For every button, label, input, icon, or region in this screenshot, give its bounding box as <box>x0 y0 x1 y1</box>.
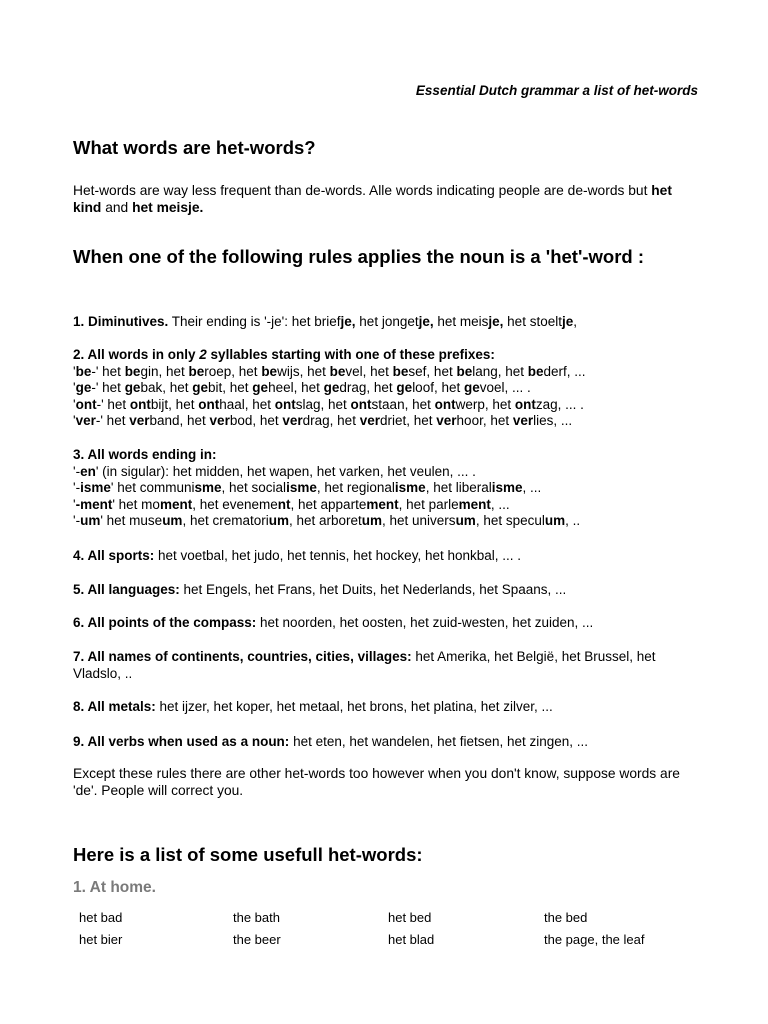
rule-2-line: 'be-' het begin, het beroep, het bewijs, het bevel, het besef, het belang, het bederf, ... <box>73 363 586 379</box>
heading-rules: When one of the following rules applies the noun is a 'het'-word : <box>73 246 644 267</box>
rule-8 <box>73 699 698 716</box>
rule-4-text: het voetbal, het judo, het tennis, het hockey, het honkbal, ... . <box>154 548 522 563</box>
rule-1-item: het jonget <box>355 314 419 329</box>
table-cell: the bed <box>544 909 588 925</box>
table-row <box>73 928 694 950</box>
rule-1-item-bold: je <box>561 314 574 329</box>
intro-paragraph <box>73 182 698 216</box>
table-cell: the bath <box>233 909 280 925</box>
rule-8-label: 8. All metals: <box>73 699 156 714</box>
table-cell: het bad <box>79 909 123 925</box>
rule-1-label: 1. Diminutives. <box>73 314 169 329</box>
intro-bold-kind: het kind <box>73 183 672 215</box>
running-title: Essential Dutch grammar a list of het-words <box>415 83 698 98</box>
rule-2-heading-b: syllables starting with one of these prefixes: <box>206 347 495 362</box>
rule-1-item: het stoelt <box>503 314 562 329</box>
rule-2-line: 'ont-' het ontbijt, het onthaal, het ontslag, het ontstaan, het ontwerp, het ontzag, ... . <box>73 396 584 412</box>
rule-8-text: het ijzer, het koper, het metaal, het brons, het platina, het zilver, ... <box>155 699 553 714</box>
rule-5-text: het Engels, het Frans, het Duits, het Nederlands, het Spaans, ... <box>179 582 567 597</box>
rule-1-item-bold: je, <box>418 314 434 329</box>
rule-2 <box>73 347 698 430</box>
rule-2-heading <box>73 347 698 364</box>
rule-9 <box>73 734 698 751</box>
rule-3-heading <box>73 447 698 464</box>
intro-text: Het-words are way less frequent than de-words. Alle words indicating people are de-words but <box>73 183 652 198</box>
rule-5 <box>73 582 698 599</box>
het-words-table <box>73 906 694 950</box>
table-cell: the page, the leaf <box>544 931 645 947</box>
except-paragraph: Except these rules there are other het-words too however when you don't know, suppose words are 'de'. People will correct you. <box>73 766 680 798</box>
rule-2-line: 'ver-' het verband, het verbod, het verdrag, het verdriet, het verhoor, het verlies, ... <box>73 413 573 428</box>
rule-1-item: het meis <box>433 314 489 329</box>
heading-what-words: What words are het-words? <box>73 137 316 158</box>
table-cell: het bed <box>388 909 432 925</box>
rule-2-line: 'ge-' het gebak, het gebit, het geheel, het gedrag, het geloof, het gevoel, ... . <box>73 380 531 395</box>
table-cell: het bier <box>79 931 123 947</box>
rule-5-label: 5. All languages: <box>73 582 180 597</box>
rule-9-text: het eten, het wandelen, het fietsen, het zingen, ... <box>289 734 589 749</box>
heading-useful-list: Here is a list of some usefull het-words: <box>73 844 423 865</box>
rule-1-item: het brief <box>291 314 341 329</box>
subheading-at-home: 1. At home. <box>73 879 156 896</box>
rule-6 <box>73 615 698 632</box>
rule-6-label: 6. All points of the compass: <box>73 615 257 630</box>
rule-3 <box>73 447 698 530</box>
rule-1 <box>73 314 698 331</box>
rule-2-heading-a: 2. All words in only <box>73 347 200 362</box>
rule-6-text: het noorden, het oosten, het zuid-westen, het zuiden, ... <box>256 615 594 630</box>
rule-7-text: het Amerika, het België, het Brussel, het Vladslo, .. <box>73 649 656 681</box>
intro-bold-meisje: het meisje. <box>132 200 204 215</box>
rule-3-line: '-um' het museum, het crematorium, het arboretum, het universum, het speculum, .. <box>73 513 581 528</box>
rule-3-line: '-isme' het communisme, het socialisme, het regionalisme, het liberalisme, ... <box>73 480 542 495</box>
rule-3-heading-text: 3. All words ending in: <box>73 447 217 462</box>
rule-3-line: '-ment' het moment, het evenement, het appartement, het parlement, ... <box>73 496 510 512</box>
rule-3-line: '-en' (in sigular): het midden, het wapen, het varken, het veulen, ... . <box>73 463 476 479</box>
table-cell: the beer <box>233 931 281 947</box>
rule-1-intro: Their ending is '-je': <box>168 314 292 329</box>
rule-4 <box>73 548 698 565</box>
rule-1-item: , <box>573 314 577 329</box>
rule-1-item-bold: je, <box>488 314 504 329</box>
rule-1-item-bold: je, <box>340 314 356 329</box>
rule-7 <box>73 649 698 682</box>
table-row <box>73 906 694 928</box>
rule-7-label: 7. All names of continents, countries, cities, villages: <box>73 649 412 664</box>
table-cell: het blad <box>388 931 435 947</box>
rule-4-label: 4. All sports: <box>73 548 155 563</box>
intro-mid: and <box>101 200 133 215</box>
rule-2-heading-num: 2 <box>199 347 207 362</box>
rule-9-label: 9. All verbs when used as a noun: <box>73 734 290 749</box>
